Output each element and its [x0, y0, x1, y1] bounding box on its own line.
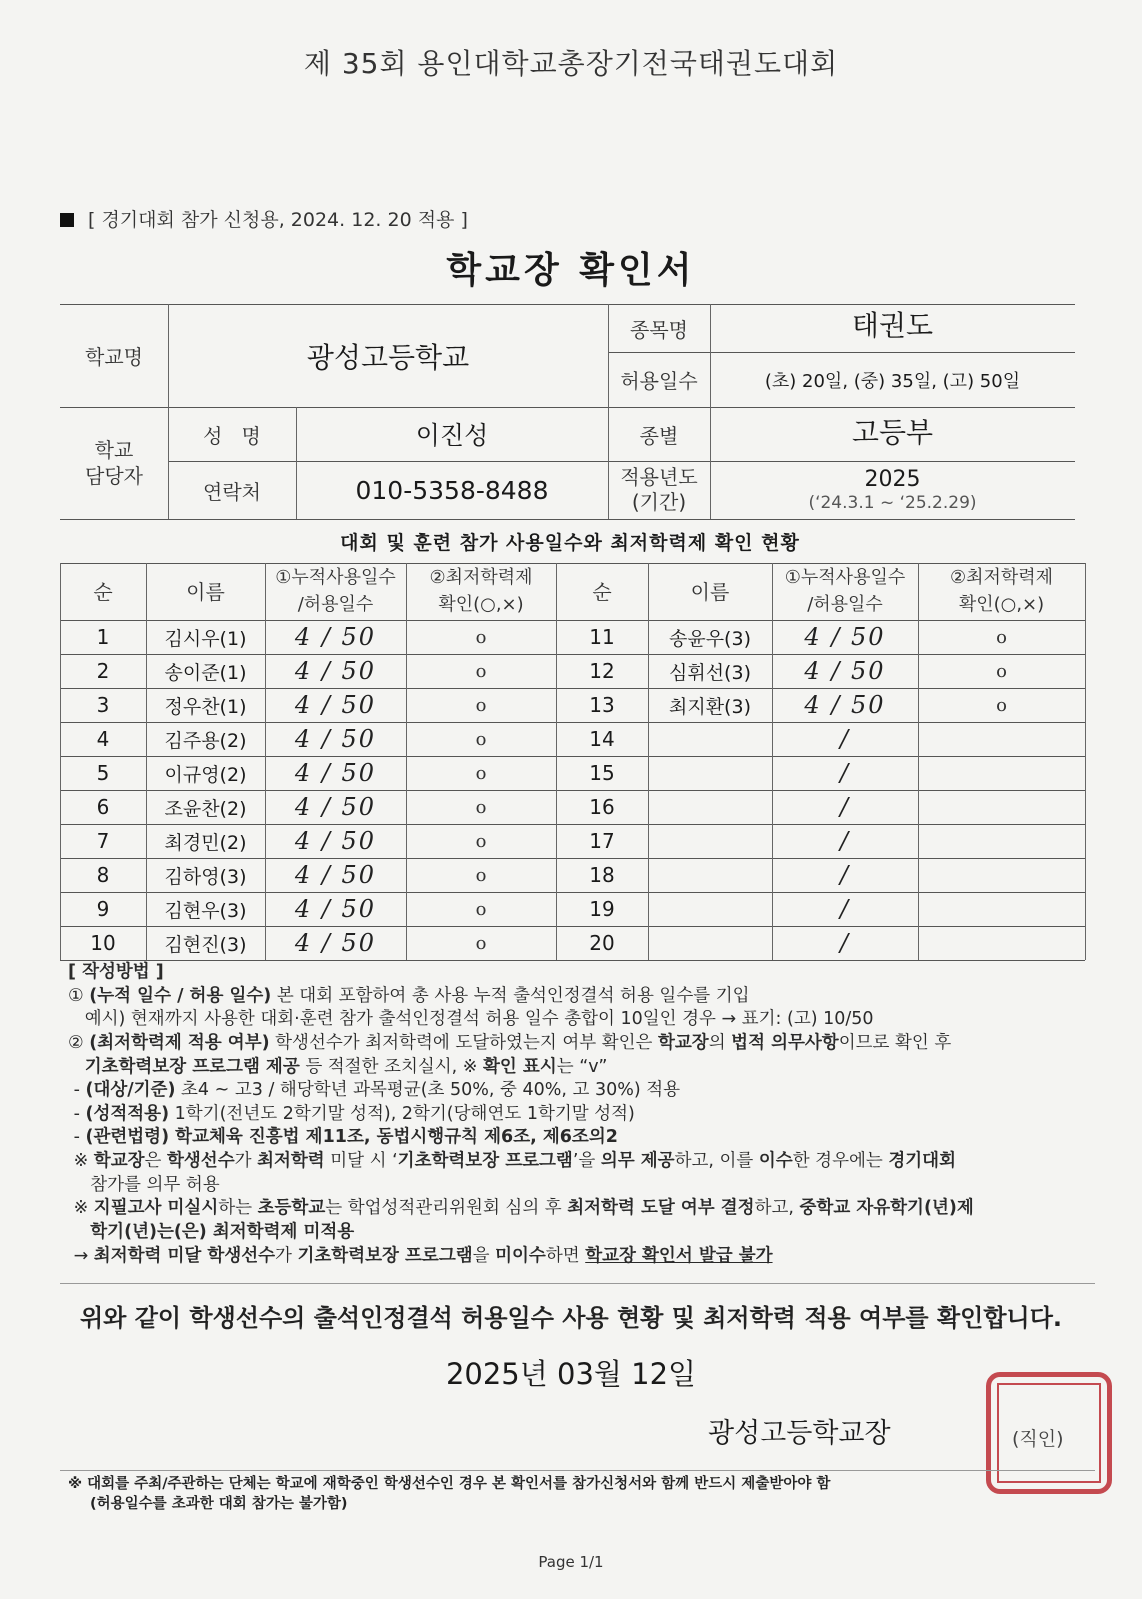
student-name: 최경민(2)	[164, 831, 247, 854]
academic-check: o	[475, 660, 487, 682]
student-name: 조윤찬(2)	[164, 797, 247, 820]
applied-year: 2025	[864, 466, 921, 492]
header-name-left: 이름	[186, 579, 225, 604]
row-number: 7	[96, 829, 110, 853]
days-used: 4 / 50	[294, 827, 377, 855]
days-used: /	[839, 827, 851, 855]
header-days-line1: ①누적사용일수	[275, 567, 396, 589]
academic-check	[918, 790, 1085, 824]
row-number: 10	[90, 931, 116, 955]
applied-year-label-line1: 적용년도	[620, 465, 698, 489]
instructions	[68, 961, 1098, 1268]
days-used: 4 / 50	[294, 861, 377, 889]
issue-date: 2025년 03월 12일	[445, 1357, 697, 1391]
student-name	[648, 824, 772, 858]
sport-value: 태권도	[851, 309, 934, 342]
days-used: /	[839, 793, 851, 821]
days-used: 4 / 50	[294, 691, 377, 719]
header-days-line2: /허용일수	[807, 593, 883, 615]
days-used: /	[839, 929, 851, 957]
allowed-days-label: 허용일수	[620, 369, 698, 393]
academic-check	[918, 926, 1085, 960]
instruction-line: [ 작성방법 ]	[68, 962, 164, 982]
row-number: 13	[589, 693, 615, 717]
academic-check: o	[475, 762, 487, 784]
header-days-line2: /허용일수	[297, 593, 374, 615]
document-title: 학교장 확인서	[446, 250, 696, 291]
page-number: Page 1/1	[538, 1553, 604, 1571]
row-number: 18	[589, 863, 615, 887]
academic-check: o	[475, 932, 487, 954]
student-name: 이규영(2)	[164, 763, 247, 786]
row-number: 15	[589, 761, 615, 785]
phone-value: 010-5358-8488	[355, 475, 549, 505]
student-name	[648, 892, 772, 926]
student-name	[648, 858, 772, 892]
academic-check	[918, 892, 1085, 926]
academic-check: o	[996, 660, 1007, 682]
form-note-text: [ 경기대회 참가 신청용, 2024. 12. 20 적용 ]	[88, 209, 468, 231]
header-days-line1: ①누적사용일수	[784, 567, 906, 589]
academic-check	[918, 824, 1085, 858]
instruction-line: ※ 학교장은 학생선수가 최저학력 미달 시 ‘기초학력보장 프로그램’을 의무 제공하고, 이를 이수한 경우에는 경기대회	[68, 1151, 956, 1171]
days-used: 4 / 50	[294, 929, 377, 957]
header-check-line2: 확인(○,×)	[438, 593, 524, 615]
row-number: 1	[96, 625, 110, 649]
instruction-line: ※ 지필고사 미실시하는 초등학교는 학업성적관리위원회 심의 후 최저학력 도달 여부 결정하고, 중학교 자유학기(년)제	[68, 1198, 974, 1219]
applied-period: (‘24.3.1 ~ ‘25.2.29)	[808, 493, 977, 513]
row-number: 5	[96, 761, 110, 785]
student-name: 송이준(1)	[164, 661, 247, 684]
row-number: 12	[589, 659, 615, 683]
header-check-line1: ②최저학력제	[429, 567, 533, 589]
academic-check: o	[475, 830, 487, 852]
header-days-left	[265, 563, 406, 620]
days-used: /	[839, 759, 851, 787]
academic-check: o	[996, 626, 1007, 648]
row-number: 16	[589, 795, 615, 819]
instruction-line: 학기(년)는(은) 최저학력제 미적용	[90, 1221, 355, 1242]
student-name	[648, 790, 772, 824]
allowed-days-value: (초) 20일, (중) 35일, (고) 50일	[764, 370, 1021, 392]
instruction-line: - (대상/기준) 초4 ~ 고3 / 해당학년 과목평균(초 50%, 중 40%, 고 30%) 적용	[68, 1080, 681, 1101]
row-number: 19	[589, 897, 615, 921]
instruction-line: - (관련법령) 학교체육 진흥법 제11조, 동법시행규칙 제6조, 제6조의2	[68, 1127, 618, 1148]
header-check-right	[918, 563, 1085, 620]
row-number: 17	[589, 829, 615, 853]
student-name: 김주용(2)	[164, 729, 247, 752]
header-no-left: 순	[93, 579, 113, 604]
instruction-line: 예시) 현재까지 사용한 대회·훈련 참가 출석인정결석 허용 일수 총합이 10일인 경우 → 표기: (고) 10/50	[68, 1009, 874, 1030]
phone-label: 연락처	[203, 479, 261, 504]
days-used: /	[839, 725, 851, 753]
header-check-line2: 확인(○,×)	[958, 593, 1045, 615]
academic-check: o	[475, 626, 487, 648]
row-number: 20	[589, 931, 615, 955]
confirmation-statement: 위와 같이 학생선수의 출석인정결석 허용일수 사용 현황 및 최저학력 적용 여부를 확인합니다.	[79, 1304, 1063, 1332]
instruction-line: ② (최저학력제 적용 여부) 학생선수가 최저학력에 도달하였는지 여부 확인은 학교장의 법적 의무사항이므로 확인 후	[68, 1032, 952, 1053]
header-check-left	[406, 563, 556, 620]
header-days-right	[772, 563, 918, 620]
student-name	[648, 926, 772, 960]
row-number: 2	[96, 659, 110, 683]
student-name	[648, 756, 772, 790]
days-used: 4 / 50	[804, 691, 886, 719]
days-used: 4 / 50	[294, 759, 377, 787]
academic-check: o	[475, 864, 487, 886]
instruction-line: ① (누적 일수 / 허용 일수) 본 대회 포함하여 총 사용 누적 출석인정결석 허용 일수를 기입	[68, 985, 750, 1006]
footer-note	[68, 1475, 1098, 1514]
row-number: 9	[96, 897, 110, 921]
applied-year-label	[608, 461, 710, 519]
contact-person-label: 학교 담당자	[85, 438, 143, 488]
section-title: 대회 및 훈련 참가 사용일수와 최저학력제 확인 현황	[340, 532, 800, 554]
academic-check: o	[475, 728, 487, 750]
student-name: 최지환(3)	[669, 695, 751, 718]
academic-check	[918, 858, 1085, 892]
academic-check: o	[475, 796, 487, 818]
academic-check	[918, 722, 1085, 756]
instruction-line: → 최저학력 미달 학생선수가 기초학력보장 프로그램을 미이수하면 학교장 확인서 발급 불가	[68, 1245, 773, 1266]
instruction-line: 참가를 의무 허용	[68, 1174, 220, 1195]
days-used: 4 / 50	[804, 623, 886, 651]
header-no-right: 순	[592, 579, 612, 604]
academic-check: o	[996, 694, 1007, 716]
days-used: /	[839, 895, 851, 923]
days-used: 4 / 50	[804, 657, 886, 685]
sport-label: 종목명	[630, 317, 688, 342]
days-used: 4 / 50	[294, 895, 377, 923]
footer-note-line1: ※ 대회를 주최/주관하는 단체는 학교에 재학중인 학생선수인 경우 본 확인서를 참가신청서와 함께 반드시 제출받아야 함	[68, 1476, 831, 1492]
footer-note-line2: (허용일수를 초과한 대회 참가는 불가함)	[90, 1495, 348, 1512]
bullet-square-icon	[60, 213, 74, 227]
applied-year-label-line2: (기간)	[631, 490, 687, 514]
principal-name: 광성고등학교장	[708, 1418, 891, 1449]
student-name	[648, 722, 772, 756]
row-number: 14	[589, 727, 615, 751]
division-value: 고등부	[851, 415, 934, 449]
academic-check	[918, 756, 1085, 790]
row-number: 11	[589, 625, 615, 649]
school-name-value: 광성고등학교	[306, 340, 470, 374]
form-note	[60, 205, 468, 232]
academic-check: o	[475, 898, 487, 920]
event-title: 제 35회 용인대학교총장기전국태권도대회	[303, 47, 839, 80]
header-check-line1: ②최저학력제	[949, 567, 1054, 589]
student-name: 송윤우(3)	[669, 627, 751, 650]
row-number: 8	[96, 863, 110, 887]
academic-check: o	[475, 694, 487, 716]
days-used: 4 / 50	[294, 623, 377, 651]
header-name-right: 이름	[690, 579, 730, 604]
student-name: 심휘선(3)	[669, 661, 751, 684]
days-used: /	[839, 861, 851, 889]
division-label: 종별	[639, 423, 679, 448]
name-label: 성 명	[203, 423, 261, 448]
student-name: 정우찬(1)	[164, 695, 247, 718]
row-number: 3	[96, 693, 110, 717]
row-number: 6	[96, 795, 110, 819]
instruction-line: - (성적적용) 1학기(전년도 2학기말 성적), 2학기(당해연도 1학기말 성적)	[68, 1103, 635, 1124]
student-name: 김현우(3)	[164, 899, 247, 922]
school-name-label: 학교명	[85, 345, 143, 369]
days-used: 4 / 50	[294, 657, 377, 685]
student-name: 김현진(3)	[164, 933, 247, 956]
row-number: 4	[96, 727, 110, 751]
student-name: 김하영(3)	[164, 865, 247, 888]
instruction-line: 기초학력보장 프로그램 제공 등 적절한 조치실시, ※ 확인 표시는 “v”	[84, 1056, 608, 1077]
days-used: 4 / 50	[294, 793, 377, 821]
seal-label: (직인)	[1012, 1428, 1064, 1450]
applied-year-value	[710, 461, 1075, 519]
student-name: 김시우(1)	[164, 627, 247, 650]
days-used: 4 / 50	[294, 725, 377, 753]
contact-name-value: 이진성	[415, 421, 489, 450]
